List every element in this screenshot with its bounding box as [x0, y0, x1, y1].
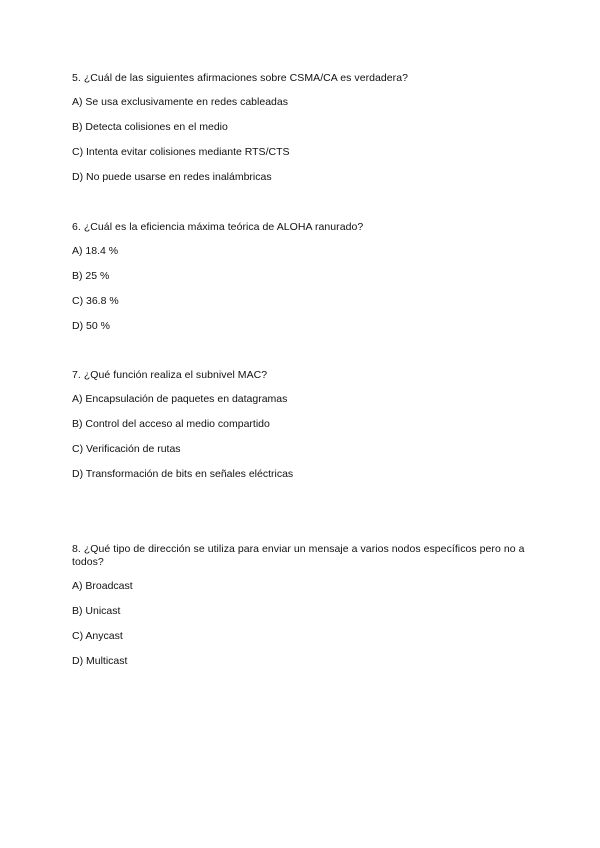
question-text: 6. ¿Cuál es la eficiencia máxima teórica de ALOHA ranurado?: [72, 221, 364, 233]
question-6: [72, 221, 532, 345]
answer-options: [72, 393, 532, 481]
option-c: C) 36.8 %: [72, 295, 119, 307]
question-7: [72, 369, 532, 493]
option-a: A) Broadcast: [72, 580, 133, 592]
option-a: A) Se usa exclusivamente en redes cableadas: [72, 96, 288, 108]
question-text: 8. ¿Qué tipo de dirección se utiliza para enviar un mensaje a varios nodos específicos pero no a todos?: [72, 543, 525, 568]
answer-options: [72, 96, 532, 184]
answer-options: [72, 580, 532, 668]
option-b: B) 25 %: [72, 270, 110, 282]
question-8: [72, 543, 532, 680]
option-c: C) Verificación de rutas: [72, 443, 181, 455]
option-d: D) 50 %: [72, 320, 110, 332]
option-d: D) Multicast: [72, 655, 128, 667]
option-c: C) Intenta evitar colisiones mediante RTS/CTS: [72, 146, 290, 158]
option-b: B) Detecta colisiones en el medio: [72, 121, 228, 133]
question-text: 7. ¿Qué función realiza el subnivel MAC?: [72, 369, 268, 381]
option-d: D) Transformación de bits en señales eléctricas: [72, 468, 294, 480]
answer-options: [72, 245, 532, 333]
option-b: B) Unicast: [72, 605, 121, 617]
question-text: 5. ¿Cuál de las siguientes afirmaciones sobre CSMA/CA es verdadera?: [72, 72, 409, 84]
option-c: C) Anycast: [72, 630, 123, 642]
option-a: A) 18.4 %: [72, 245, 119, 257]
option-d: D) No puede usarse en redes inalámbricas: [72, 171, 272, 183]
option-a: A) Encapsulación de paquetes en datagramas: [72, 393, 288, 405]
option-b: B) Control del acceso al medio compartido: [72, 418, 270, 430]
question-5: [72, 72, 532, 196]
